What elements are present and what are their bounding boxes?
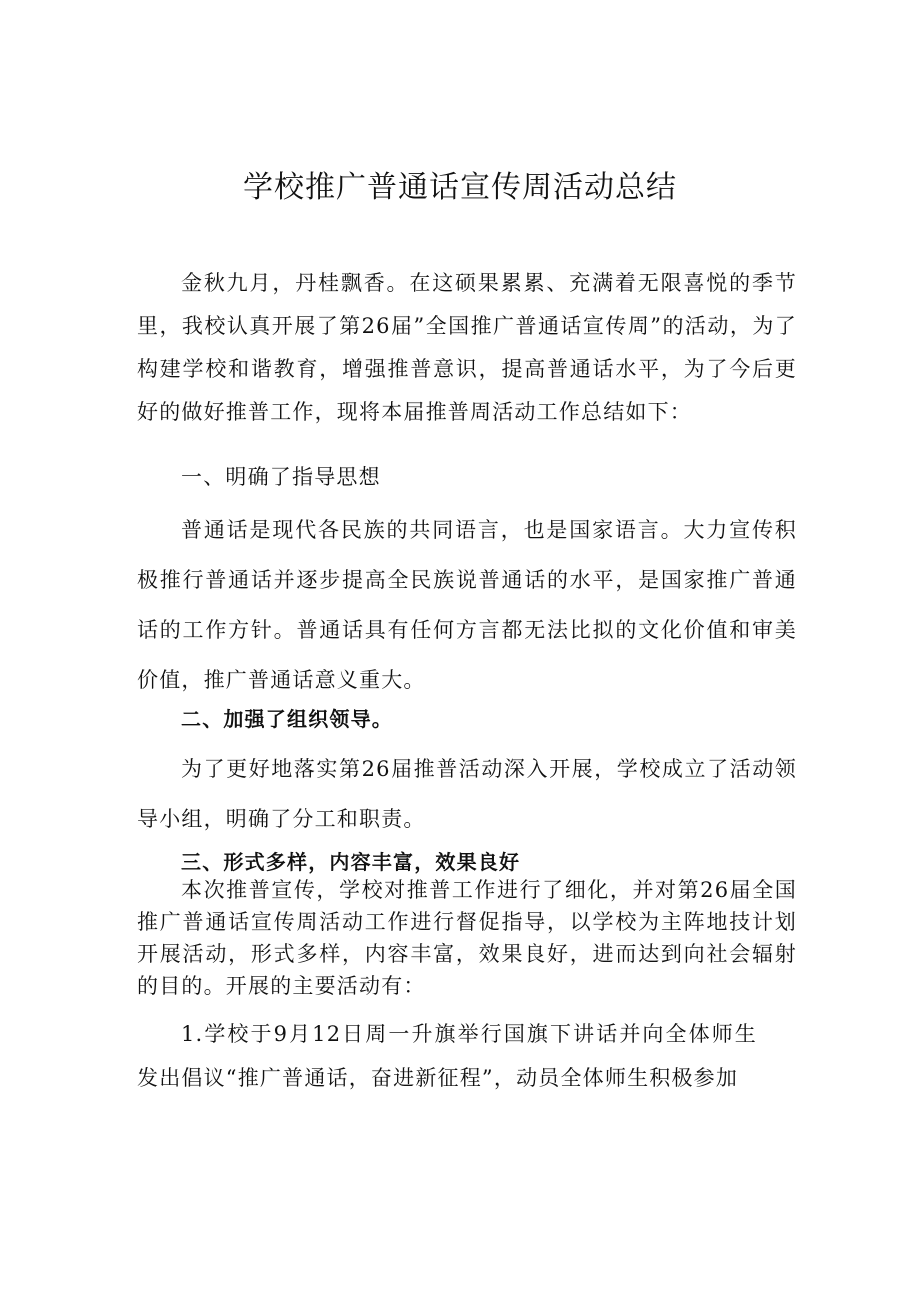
section-2-paragraph: 为了更好地落实第26届推普活动深入开展，学校成立了活动领导小组，明确了分工和职责。 (137, 757, 797, 831)
section-3-paragraph: 本次推普宣传，学校对推普工作进行了细化，并对第26届全国推广普通话宣传周活动工作进行督促指导，以学校为主阵地技计划开展活动，形式多样，内容丰富，效果良好，进而达到向社会辐射的目的。开展的主要活动有： (137, 878, 797, 998)
intro-paragraph: 金秋九月，丹桂飘香。在这硕果累累、充满着无限喜悦的季节里，我校认真开展了第26届”全国推广普通话宣传周”的活动，为了构建学校和谐教育，增强推普意识，提高普通话水平，为了今后更好的做好推普工作，现将本届推普周活动工作总结如下： (137, 271, 797, 424)
section-1-paragraph: 普通话是现代各民族的共同语言，也是国家语言。大力宣传积极推行普通话并逐步提高全民族说普通话的水平，是国家推广普通话的工作方针。普通话具有任何方言都无法比拟的文化价值和审美价值，推广普通话意义重大。 (137, 518, 797, 692)
section-3-heading: 三、形式多样，内容丰富，效果良好 (181, 850, 521, 874)
section-1-heading: 一、明确了指导思想 (181, 465, 381, 489)
section-2-heading: 二、加强了组织领导。 (181, 707, 393, 731)
activity-item-1: 1.学校于9月12日周一升旗举行国旗下讲话并向全体师生发出倡议“推广普通话，奋进新征程”，动员全体师生积极参加 (137, 1022, 757, 1090)
document-title: 学校推广普通话宣传周活动总结 (243, 170, 677, 205)
